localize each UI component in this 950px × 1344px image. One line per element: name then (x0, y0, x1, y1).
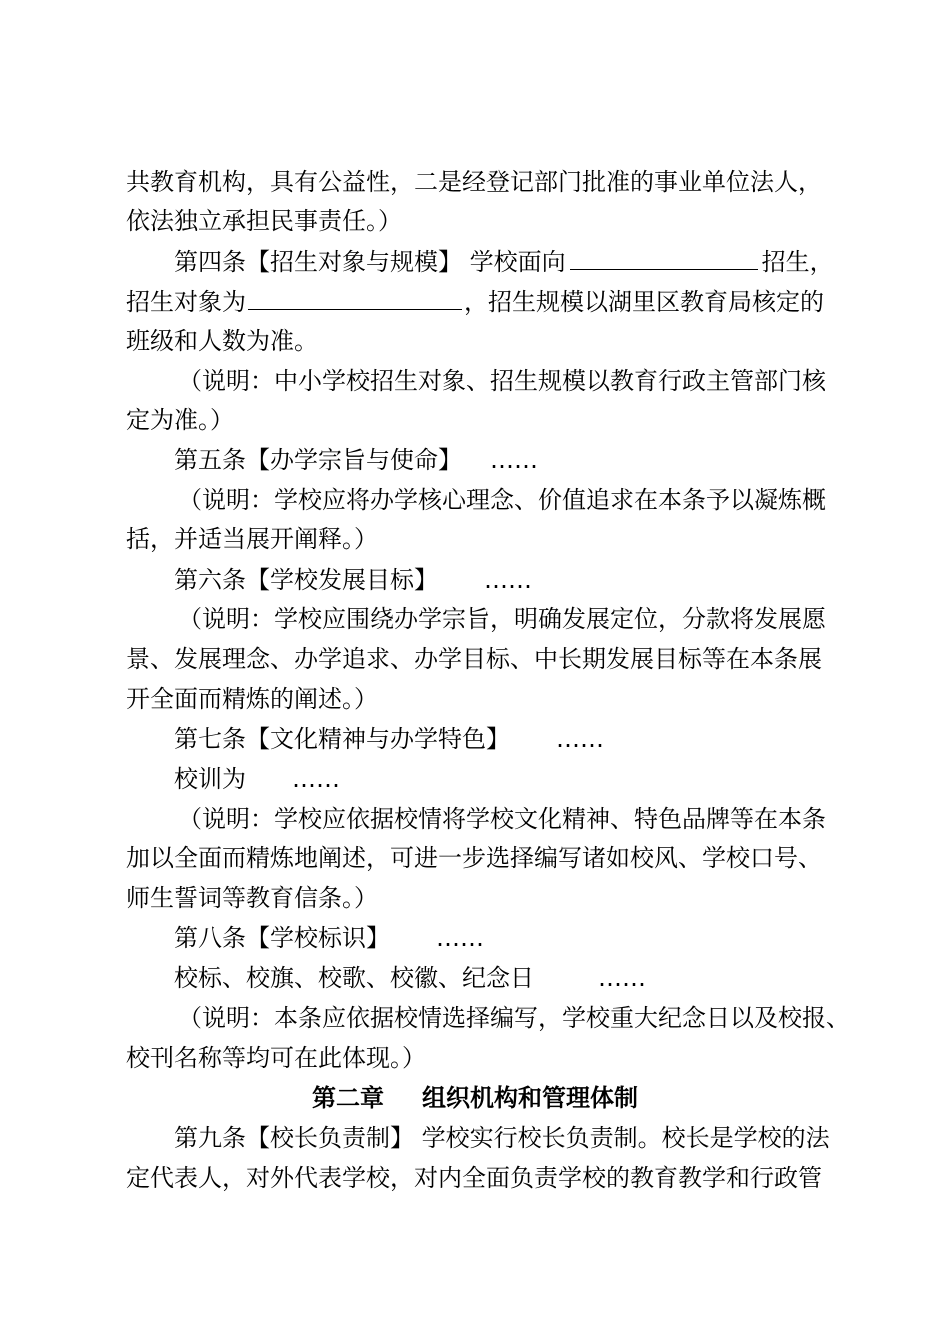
note-line: 加以全面而精炼地阐述，可进一步选择编写诸如校风、学校口号、 (126, 844, 822, 872)
article-5-line (174, 442, 538, 478)
identity-items: 校标、校旗、校歌、校徽、纪念日 (174, 964, 534, 992)
note-line: 师生誓词等教育信条。） (126, 884, 378, 912)
ellipsis: …… (436, 924, 484, 952)
paragraph-line: 班级和人数为准。 (126, 327, 318, 355)
note-line: 开全面而精炼的阐述。） (126, 685, 378, 713)
text-fragment: 招生， (761, 248, 834, 276)
ellipsis: …… (556, 725, 604, 753)
article-7-line (174, 721, 604, 757)
article-8-line (174, 920, 484, 956)
paragraph-line: 定代表人，对外代表学校，对内全面负责学校的教育教学和行政管 (126, 1164, 822, 1192)
paragraph-line (126, 283, 824, 319)
article-4-line (174, 243, 834, 279)
note-line: （说明：本条应依据校情选择编写，学校重大纪念日以及校报、 (178, 1004, 850, 1032)
text-fragment: 招生对象为 (126, 288, 246, 316)
article-8-heading: 第八条【学校标识】 (174, 924, 390, 952)
chapter-heading (0, 1080, 950, 1116)
identity-items-line (174, 960, 646, 996)
note-line: 校刊名称等均可在此体现。） (126, 1044, 426, 1072)
paragraph-line: 共教育机构，具有公益性，二是经登记部门批准的事业单位法人， (126, 168, 822, 196)
ellipsis: …… (484, 566, 532, 594)
ellipsis: …… (292, 765, 340, 793)
note-line: 括，并适当展开阐释。） (126, 525, 378, 553)
ellipsis: …… (598, 964, 646, 992)
fill-in-blank[interactable] (248, 283, 462, 310)
motto-line (174, 761, 340, 797)
note-line: （说明：中小学校招生对象、招生规模以教育行政主管部门核 (178, 367, 826, 395)
note-line: （说明：学校应依据校情将学校文化精神、特色品牌等在本条 (178, 805, 826, 833)
note-line: （说明：学校应围绕办学宗旨，明确发展定位，分款将发展愿 (178, 605, 826, 633)
text-fragment: ，招生规模以湖里区教育局核定的 (464, 288, 824, 316)
ellipsis: …… (490, 446, 538, 474)
article-6-line (174, 562, 532, 598)
article-6-heading: 第六条【学校发展目标】 (174, 566, 438, 594)
paragraph-line: 依法独立承担民事责任。） (126, 207, 402, 235)
article-4-heading: 第四条【招生对象与规模】 学校面向 (174, 248, 566, 276)
motto-label: 校训为 (174, 765, 246, 793)
chapter-number: 第二章 (312, 1084, 384, 1112)
article-5-heading: 第五条【办学宗旨与使命】 (174, 446, 462, 474)
fill-in-blank[interactable] (570, 243, 758, 270)
chapter-title: 组织机构和管理体制 (422, 1084, 638, 1112)
article-9-line: 第九条【校长负责制】 学校实行校长负责制。校长是学校的法 (174, 1124, 830, 1152)
note-line: 景、发展理念、办学追求、办学目标、中长期发展目标等在本条展 (126, 645, 822, 673)
note-line: （说明：学校应将办学核心理念、价值追求在本条予以凝炼概 (178, 486, 826, 514)
note-line: 定为准。） (126, 406, 234, 434)
article-7-heading: 第七条【文化精神与办学特色】 (174, 725, 510, 753)
